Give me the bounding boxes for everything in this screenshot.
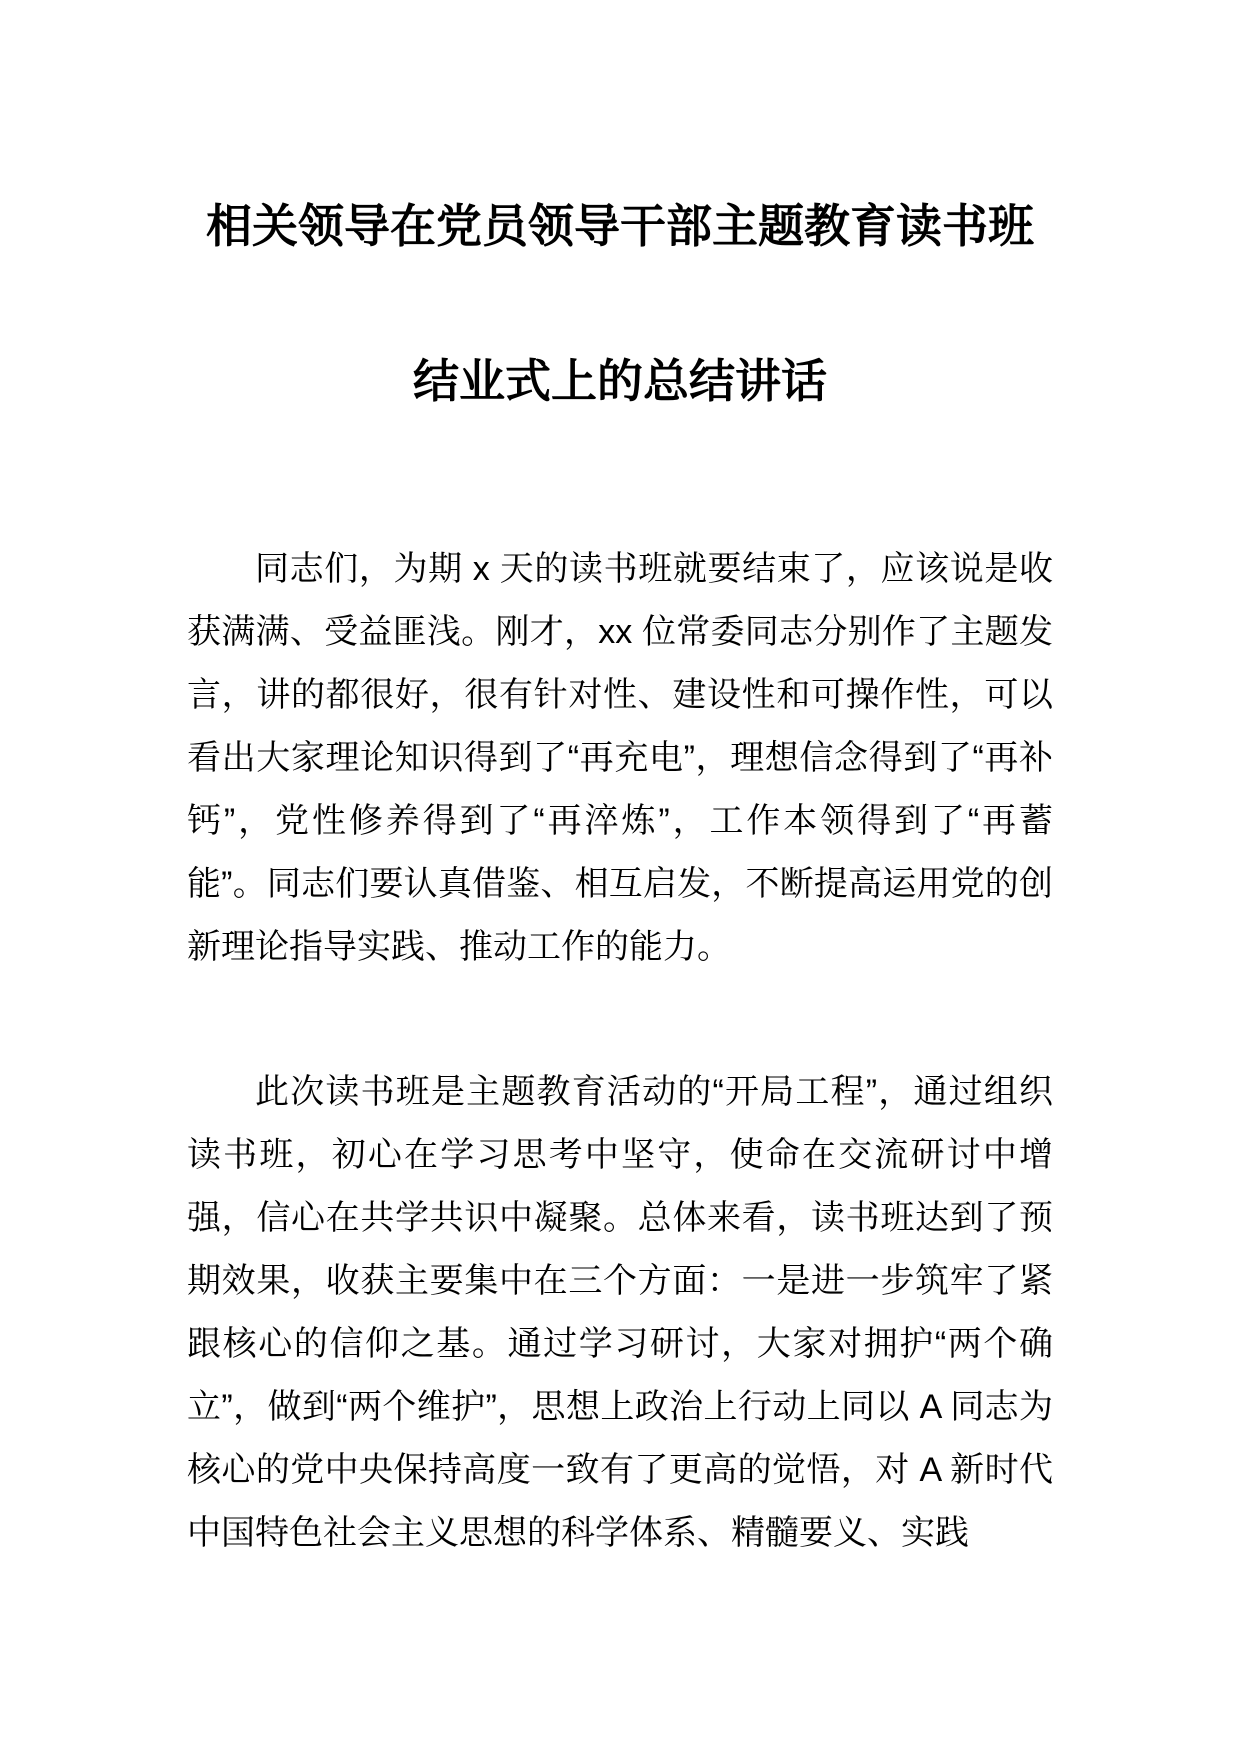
paragraph-2: 此次读书班是主题教育活动的“开局工程”，通过组织读书班，初心在学习思考中坚守，使命在交流研讨中增强，信心在共学共识中凝聚。总体来看，读书班达到了预期效果，收获主要集中在三个方面：一是进一步筑牢了紧跟核心的信仰之基。通过学习研讨，大家对拥护“两个确立”，做到“两个维护”，思想上政治上行动上同以 A 同志为核心的党中央保持高度一致有了更高的觉悟，对 A 新时代中国特色社会主义思想的科学体系、精髓要义、实践 bbox=[187, 1073, 1053, 1552]
document-body bbox=[187, 538, 1053, 1565]
document-title-line-2: 结业式上的总结讲话 bbox=[413, 355, 827, 407]
document-title-line-1: 相关领导在党员领导干部主题教育读书班 bbox=[206, 200, 1034, 252]
document-content bbox=[187, 0, 1053, 1565]
paragraph-1: 同志们，为期 x 天的读书班就要结束了，应该说是收获满满、受益匪浅。刚才，xx 位常委同志分别作了主题发言，讲的都很好，很有针对性、建设性和可操作性，可以看出大家理论知识得到了“再充电”，理想信念得到了“再补钙”，党性修养得到了“再淬炼”，工作本领得到了“再蓄能”。同志们要认真借鉴、相互启发，不断提高运用党的创新理论指导实践、推动工作的能力。 bbox=[187, 550, 1053, 966]
